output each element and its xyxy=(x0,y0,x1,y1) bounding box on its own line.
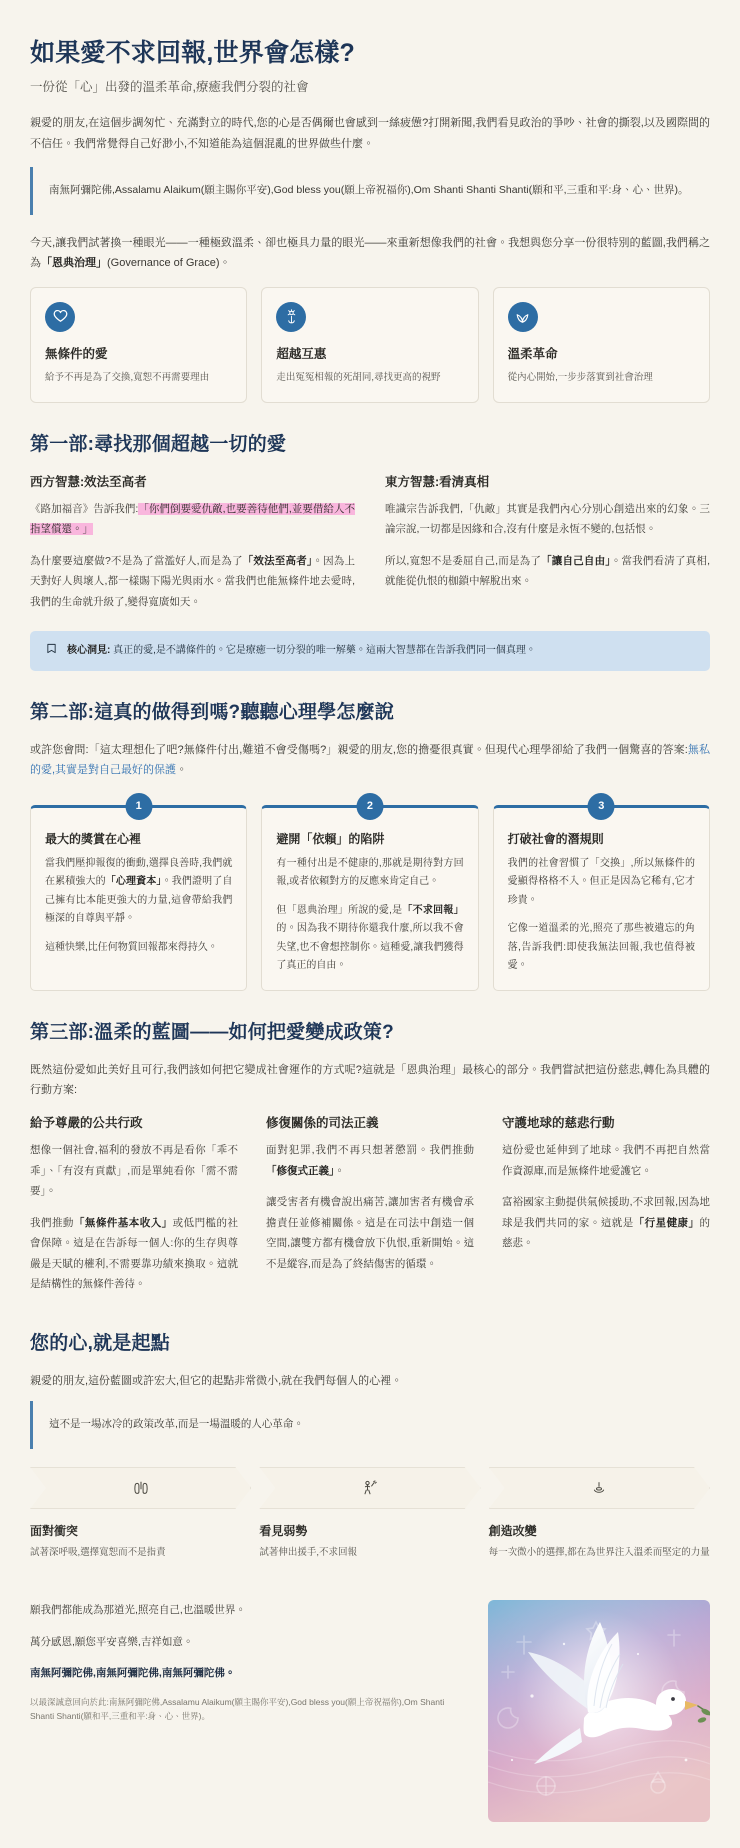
policy-title: 修復關係的司法正義 xyxy=(266,1116,379,1131)
dandelion-icon xyxy=(276,302,306,332)
west-paragraph-2 xyxy=(30,551,355,612)
policy-title: 給予尊嚴的公共行政 xyxy=(30,1116,143,1131)
step-card-1[interactable] xyxy=(30,800,247,991)
lead-in-pre: 今天,讓我們試著換一種眼光——一種極致溫柔、卻也極具力量的眼光——來重新想像我們的社會。我想與您分享一份很特別的藍圖,我們稱之為 xyxy=(30,236,710,270)
chevron-desc: 試著伸出援手,不求回報 xyxy=(259,1546,357,1558)
policy-column-restorative-justice xyxy=(266,1113,474,1305)
intro-paragraph: 親愛的朋友,在這個步調匆忙、充滿對立的時代,您的心是否偶爾也會感到一絲疲憊?打開新聞,我們看見政治的爭吵、社會的撕裂,以及國際間的不信任。我們常覺得自己好渺小,不知道能為這個混亂的世界做些什麼。 xyxy=(30,117,710,150)
west-p2-bold: 「效法至高者」 xyxy=(242,554,313,567)
core-insight-callout xyxy=(30,631,710,671)
policy-paragraph-1 xyxy=(266,1140,474,1181)
closing-text-block xyxy=(30,1600,466,1735)
part2-lead-link[interactable]: 無私的愛,其實是對自己最好的保護 xyxy=(30,744,711,777)
policy2-p1-b: 。 xyxy=(334,1164,345,1177)
section-heading-final: 您的心,就是起點 xyxy=(30,1332,170,1354)
chevron-label: 創造改變 xyxy=(488,1523,537,1538)
policy-paragraph-2: 讓受害者有機會說出痛苦,讓加害者有機會承擔責任並修補關係。這是在司法中創造一個空間,讓雙方都有機會放下仇恨,重新開始。這不是縱容,而是為了終結傷害的循環。 xyxy=(266,1196,474,1270)
step1-p1-a: 當我們壓抑報復的衝動,選擇良善時,我們就在累積強大的 xyxy=(45,857,233,888)
step-number-badge: 3 xyxy=(588,793,615,820)
blessing-blockquote xyxy=(30,167,710,215)
dove-illustration xyxy=(488,1600,710,1822)
page-title: 如果愛不求回報,世界會怎樣? xyxy=(30,39,356,67)
heart-icon xyxy=(45,302,75,332)
ripple-icon xyxy=(589,1478,609,1498)
policy1-p2-b: 或低門檻的社會保障。這是在告訴每一個人:你的生存與尊嚴是天賦的權利,不需要靠功績來換取。這就是結構性的無條件善待。 xyxy=(30,1216,239,1291)
lead-in-bold: 「恩典治理」 xyxy=(41,257,107,270)
section-heading-part3: 第三部:溫柔的藍圖——如何把愛變成政策? xyxy=(30,1021,394,1043)
feature-card-gentle-revolution[interactable] xyxy=(493,287,710,403)
chevron-step-face-conflict[interactable] xyxy=(30,1467,251,1560)
person-raising-hand-icon xyxy=(360,1478,380,1498)
chevron-shape xyxy=(30,1467,251,1509)
chevron-shape xyxy=(259,1467,480,1509)
feature-card-unconditional-love[interactable] xyxy=(30,287,247,403)
policy-paragraph-2 xyxy=(502,1192,710,1253)
step-paragraph-2 xyxy=(276,902,463,976)
step-paragraph-1: 我們的社會習慣了「交換」,所以無條件的愛顯得格格不入。但正是因為它稀有,它才珍貴。 xyxy=(507,857,695,906)
policy-paragraph-2 xyxy=(30,1213,238,1295)
final-quote-text: 這不是一場冰冷的政策改革,而是一場溫暖的人心革命。 xyxy=(49,1418,304,1431)
chevron-desc: 每一次微小的選擇,都在為世界注入溫柔而堅定的力量 xyxy=(488,1546,710,1558)
feature-card-desc: 走出冤冤相報的死胡同,尋找更高的視野 xyxy=(276,371,441,383)
wisdom-columns xyxy=(30,472,710,623)
policy-columns xyxy=(30,1113,710,1305)
step-title: 最大的獎賞在心裡 xyxy=(45,831,142,846)
policy1-p2-bold: 「無條件基本收入」 xyxy=(73,1216,173,1229)
step2-p2-b: 的。因為我不期待你還我什麼,所以我不會失望,也不會想控制你。這種愛,讓我們獲得了真正的自由。 xyxy=(276,923,464,972)
chevron-label: 看見弱勢 xyxy=(259,1523,308,1538)
step1-p1-b: 。我們證明了自己擁有比本能更強大的力量,這會帶給我們極深的自尊與平靜。 xyxy=(45,876,233,925)
lead-in-paragraph xyxy=(30,233,710,274)
closing-fine-print: 以最深誠意回向於此:南無阿彌陀佛,Assalamu Alaikum(願主賜你平安),God bless you(願上帝祝福你),Om Shanti Shanti Shanti(願和平,三重和平:身、心、世界)。 xyxy=(30,1696,445,1722)
feature-card-desc: 給予不再是為了交換,寬恕不再需要理由 xyxy=(45,371,210,383)
part2-lead-paragraph xyxy=(30,740,710,781)
chevron-step-see-vulnerable[interactable] xyxy=(259,1467,480,1560)
policy2-p1-bold: 「修復式正義」 xyxy=(266,1164,335,1177)
closing-line-3: 南無阿彌陀佛,南無阿彌陀佛,南無阿彌陀佛。 xyxy=(30,1667,236,1680)
east-subheading: 東方智慧:看清真相 xyxy=(385,474,490,489)
wisdom-column-east xyxy=(385,472,710,623)
feature-card-desc: 從內心開始,一步步落實到社會治理 xyxy=(507,371,653,383)
east-p2-bold: 「讓自己自由」 xyxy=(541,554,611,567)
lead-in-post: (Governance of Grace)。 xyxy=(107,257,231,270)
policy3-p2-b: 的慈悲。 xyxy=(502,1216,711,1250)
step-paragraph-2: 這種快樂,比任何物質回報都來得持久。 xyxy=(45,941,218,953)
wisdom-column-west xyxy=(30,472,355,623)
policy3-p2-a: 富裕國家主動提供氣候援助,不求回報,因為地球是我們共同的家。這就是 xyxy=(502,1196,710,1229)
chevron-step-create-change[interactable] xyxy=(489,1467,710,1560)
part3-lead-paragraph: 既然這份愛如此美好且可行,我們該如何把它變成社會運作的方式呢?這就是「恩典治理」最核心的部分。我們嘗試把這份慈悲,轉化為具體的行動方案: xyxy=(30,1063,710,1097)
chevron-label: 面對衝突 xyxy=(30,1523,79,1538)
step2-p2-bold: 「不求回報」 xyxy=(402,904,464,916)
closing-line-2: 萬分感恩,願您平安喜樂,吉祥如意。 xyxy=(30,1635,194,1648)
step2-p2-a: 但「恩典治理」所說的愛,是 xyxy=(276,904,403,916)
policy-paragraph-1: 想像一個社會,福利的發放不再是看你「乖不乖」、「有沒有貢獻」,而是單純看你「需不需要」。 xyxy=(30,1144,238,1198)
section-heading-part2: 第二部:這真的做得到嗎?聽聽心理學怎麼說 xyxy=(30,702,394,724)
core-insight-label: 核心洞見: xyxy=(67,645,111,657)
step-number-badge: 1 xyxy=(125,793,152,820)
step-paragraph-1: 有一種付出是不健康的,那就是期待對方回報,或者依賴對方的反應來肯定自己。 xyxy=(276,857,464,888)
west-p2-b: 。因為上天對好人與壞人,都一樣賜下陽光與雨水。當我們也能無條件地去愛時,我們的生命就升級了,變得寬廣如天。 xyxy=(30,554,356,608)
step-card-2[interactable] xyxy=(261,800,478,991)
final-blockquote xyxy=(30,1401,710,1449)
feature-card-title: 無條件的愛 xyxy=(45,346,108,361)
west-p1-pre: 《路加福音》告訴我們: xyxy=(30,502,139,515)
step-title: 打破社會的潛規則 xyxy=(507,831,604,846)
feature-card-group xyxy=(30,287,710,403)
east-p2-a: 所以,寬恕不是委屈自己,而是為了 xyxy=(385,554,542,567)
west-p2-a: 為什麼要這麼做?不是為了當濫好人,而是為了 xyxy=(30,554,243,567)
chevron-desc: 試著深呼吸,選擇寬恕而不是指責 xyxy=(30,1546,166,1558)
east-p2-b: 。當我們看清了真相,就能從仇恨的枷鎖中解脫出來。 xyxy=(385,554,710,588)
policy1-p2-a: 我們推動 xyxy=(30,1216,74,1229)
policy2-p1-a: 面對犯罪,我們不再只想著懲罰。我們推動 xyxy=(266,1144,474,1157)
closing-line-1: 願我們都能成為那道光,照亮自己,也溫暖世界。 xyxy=(30,1604,246,1617)
east-paragraph-2 xyxy=(385,551,710,592)
step-number-badge: 2 xyxy=(356,793,383,820)
policy3-p2-bold: 「行星健康」 xyxy=(633,1216,700,1229)
chevron-step-group xyxy=(30,1467,710,1560)
dove-with-olive-branch-image xyxy=(488,1600,710,1822)
west-paragraph-1 xyxy=(30,499,355,540)
page-subtitle: 一份從「心」出發的溫柔革命,療癒我們分裂的社會 xyxy=(30,80,309,95)
sprout-icon xyxy=(508,302,538,332)
part2-lead-a: 或許您會問:「這太理想化了吧?無條件付出,難道不會受傷嗎?」親愛的朋友,您的擔憂很真實。但現代心理學卻給了我們一個驚喜的答案: xyxy=(30,744,688,757)
feature-card-title: 溫柔革命 xyxy=(507,346,558,361)
policy-paragraph-1: 這份愛也延伸到了地球。我們不再把自然當作資源庫,而是無條件地愛護它。 xyxy=(502,1144,710,1177)
closing-section xyxy=(30,1600,710,1822)
step-paragraph-2: 它像一道溫柔的光,照亮了那些被遺忘的角落,告訴我們:即使我無法回報,我也值得被愛。 xyxy=(507,923,695,972)
step-title: 避開「依賴」的陷阱 xyxy=(276,831,385,846)
core-insight-body xyxy=(67,642,536,659)
step1-p1-bold: 「心理資本」 xyxy=(105,876,162,888)
core-insight-text: 真正的愛,是不講條件的。它是療癒一切分裂的唯一解藥。這兩大智慧都在告訴我們同一個真理。 xyxy=(113,645,536,657)
step-card-3[interactable] xyxy=(493,800,710,991)
east-paragraph-1: 唯識宗告訴我們,「仇敵」其實是我們內心分別心創造出來的幻象。三論宗說,一切都是因緣和合,沒有什麼是永恆不變的,包括恨。 xyxy=(385,502,710,536)
chevron-shape xyxy=(489,1467,710,1509)
section-heading-part1: 第一部:尋找那個超越一切的愛 xyxy=(30,433,287,455)
feature-card-beyond-reciprocity[interactable] xyxy=(261,287,478,403)
blessing-text: 南無阿彌陀佛,Assalamu Alaikum(願主賜你平安),God bless you(願上帝祝福你),Om Shanti Shanti Shanti(願和平,三重和平:身、心、世界)。 xyxy=(49,183,689,196)
feature-card-title: 超越互惠 xyxy=(276,346,327,361)
final-lead-paragraph: 親愛的朋友,這份藍圖或許宏大,但它的起點非常微小,就在我們每個人的心裡。 xyxy=(30,1374,403,1387)
west-subheading: 西方智慧:效法至高者 xyxy=(30,474,147,489)
west-p1-highlight: 「你們倒要愛仇敵,也要善待他們,並要借給人不指望償還。」 xyxy=(30,502,355,536)
policy-column-public-administration xyxy=(30,1113,238,1305)
step-paragraph-1 xyxy=(45,855,232,929)
policy-column-planetary-health xyxy=(502,1113,710,1305)
part2-lead-b: 。 xyxy=(176,764,188,777)
policy-title: 守護地球的慈悲行動 xyxy=(502,1116,615,1131)
lungs-icon xyxy=(131,1478,151,1498)
step-card-group xyxy=(30,800,710,991)
bookmark-icon xyxy=(46,642,57,660)
